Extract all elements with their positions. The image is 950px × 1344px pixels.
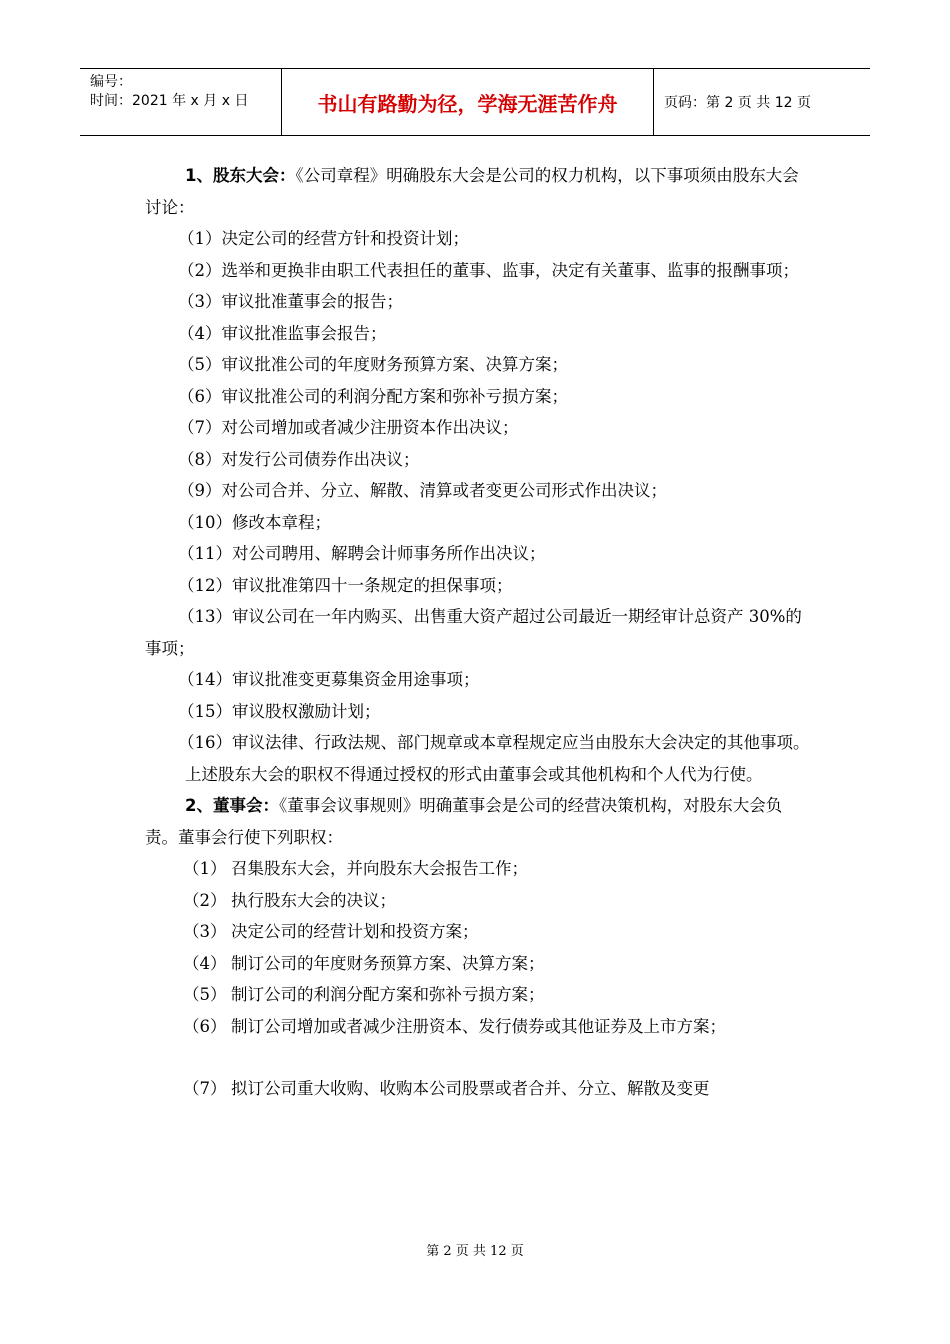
spacer [145,1042,810,1073]
section-1-heading: 1、股东大会： [185,166,296,185]
list-item-text: 拟订公司重大收购、收购本公司股票或者合并、分立、解散及变更 [231,1079,710,1098]
section-2-heading: 2、董事会： [185,796,279,815]
list-item [145,948,810,980]
list-item [145,1011,810,1043]
section-1-note: 上述股东大会的职权不得通过授权的形式由董事会或其他机构和个人代为行使。 [185,764,763,784]
list-item: （7）对公司增加或者减少注册资本作出决议； [178,418,519,437]
list-item-text: 制订公司的年度财务预算方案、决算方案； [231,953,545,973]
list-item [145,916,810,948]
list-item-text: 制订公司增加或者减少注册资本、发行债券或其他证券及上市方案； [231,1016,726,1036]
document-time-label: 时间：2021 年 x 月 x 日 [90,93,249,109]
list-item: （4）审议批准监事会报告； [178,323,387,343]
document-body [145,160,810,1105]
section-1-paragraph [145,160,810,223]
document-number-label: 编号： [90,74,132,90]
list-item [145,885,810,917]
list-item: （3）审议批准董事会的报告； [178,292,403,311]
section-2-paragraph [145,790,810,853]
page-header [80,68,870,136]
list-item: （5）审议批准公司的年度财务预算方案、决算方案； [178,355,568,374]
list-item: （10）修改本章程； [178,512,331,532]
list-item-number: （4） [183,953,227,973]
list-item: （8）对发行公司债券作出决议； [178,449,420,469]
list-item-number: （3） [183,922,227,941]
list-item-text: 执行股东大会的决议； [231,890,396,910]
list-item-number: （2） [183,890,227,910]
header-page-info: 页码：第 2 页 共 12 页 [664,95,811,111]
list-item: （13）审议公司在一年内购买、出售重大资产超过公司最近一期经审计总资产 30%的事项； [145,607,802,658]
list-item: （12）审议批准第四十一条规定的担保事项； [178,575,513,595]
list-item-number: （6） [183,1016,227,1036]
list-item-number: （5） [183,985,227,1004]
section-1-intro: 《公司章程》明确股东大会是公司的权力机构，以下事项须由股东大会讨论： [145,166,799,217]
header-motto: 书山有路勤为径，学海无涯苦作舟 [282,69,654,135]
list-item: （15）审议股权激励计划； [178,701,381,721]
list-item [145,979,810,1011]
list-item: （1）决定公司的经营方针和投资计划； [178,229,469,248]
list-item: （14）审议批准变更募集资金用途事项； [178,670,480,689]
list-item [145,853,810,885]
list-item-text: 制订公司的利润分配方案和弥补亏损方案； [231,985,545,1004]
list-item [145,1073,810,1105]
list-item: （6）审议批准公司的利润分配方案和弥补亏损方案； [178,386,568,406]
section-2-intro: 《董事会议事规则》明确董事会是公司的经营决策机构，对股东大会负责。董事会行使下列职权： [145,796,783,847]
list-item-text: 决定公司的经营计划和投资方案； [231,922,479,941]
header-meta [80,69,282,135]
list-item-number: （1） [183,859,227,878]
list-item: （16）审议法律、行政法规、部门规章或本章程规定应当由股东大会决定的其他事项。 [178,733,810,752]
list-item-number: （7） [183,1079,227,1098]
page-footer: 第 2 页 共 12 页 [426,1244,524,1259]
list-item: （2）选举和更换非由职工代表担任的董事、监事，决定有关董事、监事的报酬事项； [178,260,799,280]
list-item-text: 召集股东大会，并向股东大会报告工作； [231,859,528,878]
list-item: （11）对公司聘用、解聘会计师事务所作出决议； [178,544,546,563]
list-item: （9）对公司合并、分立、解散、清算或者变更公司形式作出决议； [178,481,667,500]
